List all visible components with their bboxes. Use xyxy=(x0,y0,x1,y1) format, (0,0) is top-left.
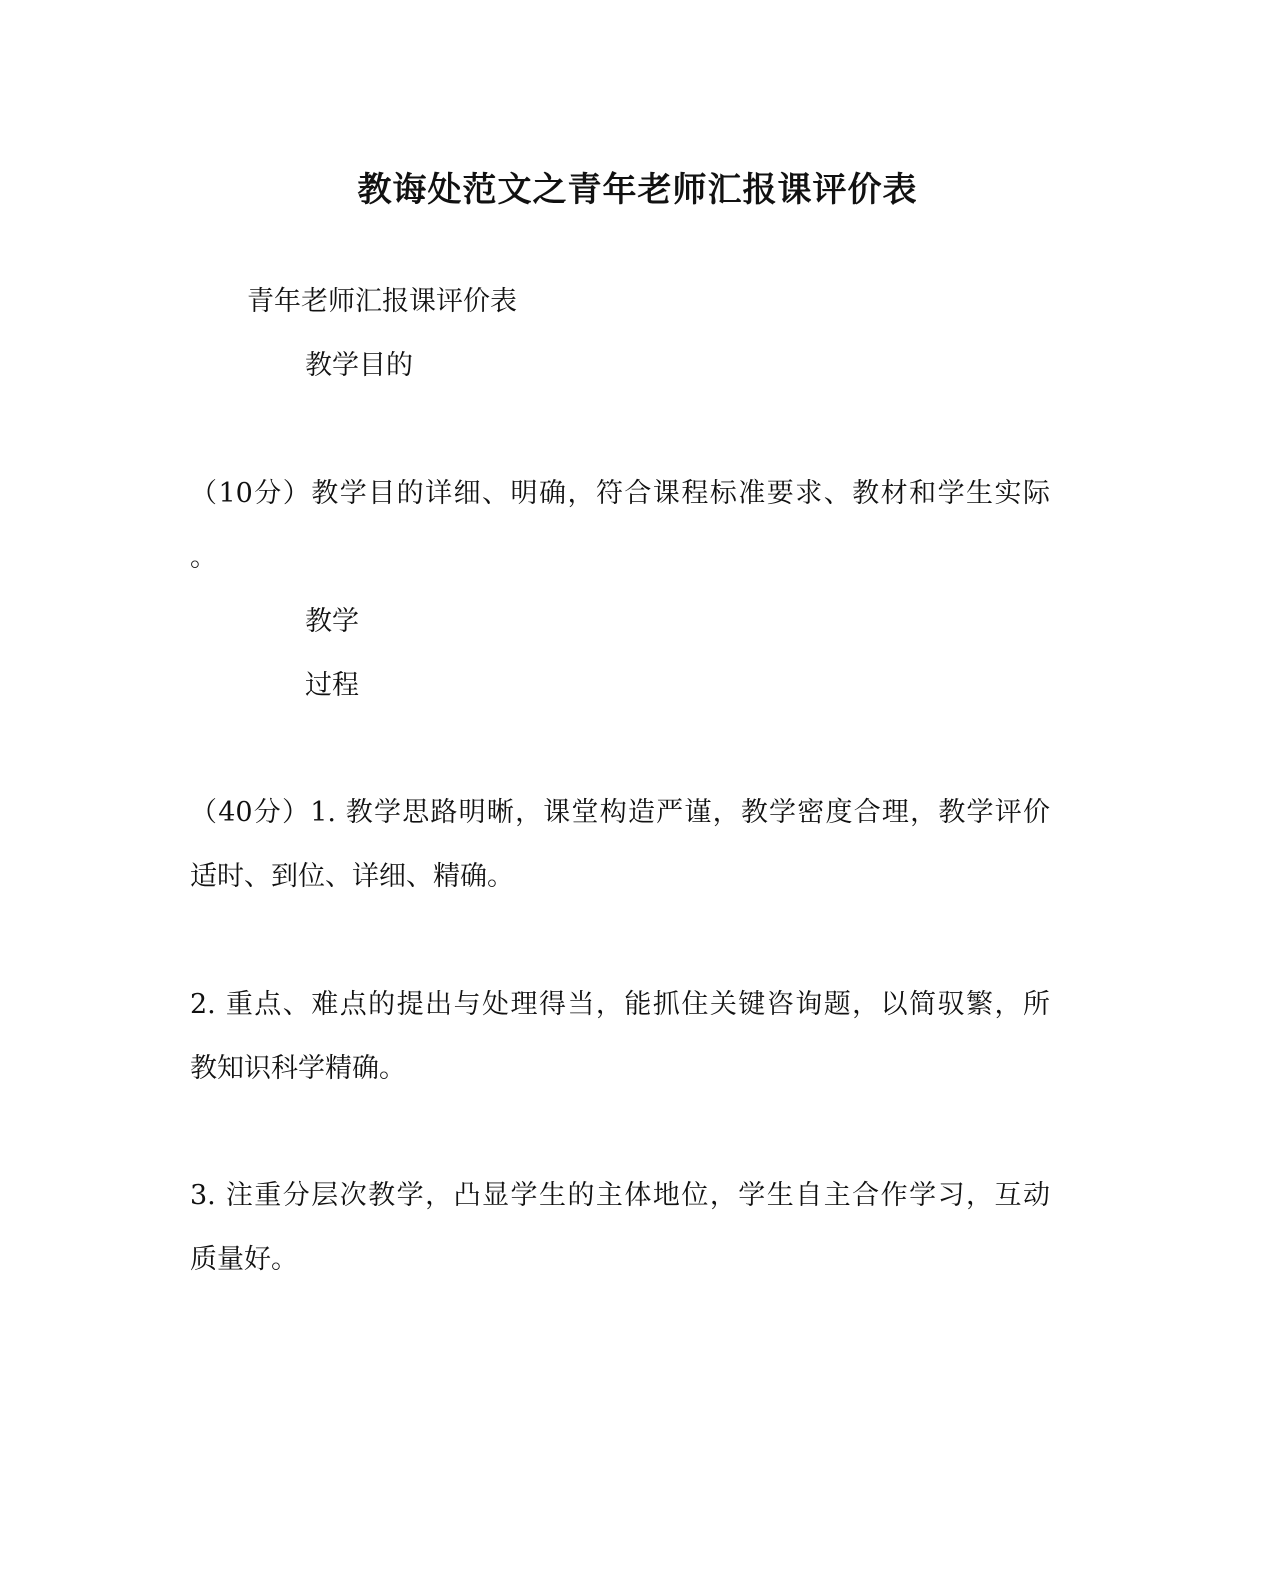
process-item-2-line-2: 教知识科学精确。 xyxy=(190,1053,406,1084)
section-label-teaching-process-1: 教学 xyxy=(305,606,359,637)
process-item-3-line-2: 质量好。 xyxy=(190,1244,298,1275)
section-label-teaching-goal: 教学目的 xyxy=(305,350,413,381)
process-item-1-line-2: 适时、到位、详细、精确。 xyxy=(190,861,514,892)
process-item-2-line-1: 2. 重点、难点的提出与处理得当，能抓住关键咨询题，以简驭繁，所 xyxy=(190,989,1050,1020)
document-title: 教诲处范文之青年老师汇报课评价表 xyxy=(357,170,918,210)
goal-criteria-line-2: 。 xyxy=(190,542,217,573)
goal-criteria-line-1: （10分）教学目的详细、明确，符合课程标准要求、教材和学生实际 xyxy=(190,478,1050,509)
section-label-teaching-process-2: 过程 xyxy=(305,670,359,701)
process-item-3-line-1: 3. 注重分层次教学，凸显学生的主体地位，学生自主合作学习，互动 xyxy=(190,1180,1050,1211)
form-subtitle: 青年老师汇报课评价表 xyxy=(247,286,517,317)
process-item-1-line-1: （40分）1. 教学思路明晰，课堂构造严谨，教学密度合理，教学评价 xyxy=(190,797,1050,828)
